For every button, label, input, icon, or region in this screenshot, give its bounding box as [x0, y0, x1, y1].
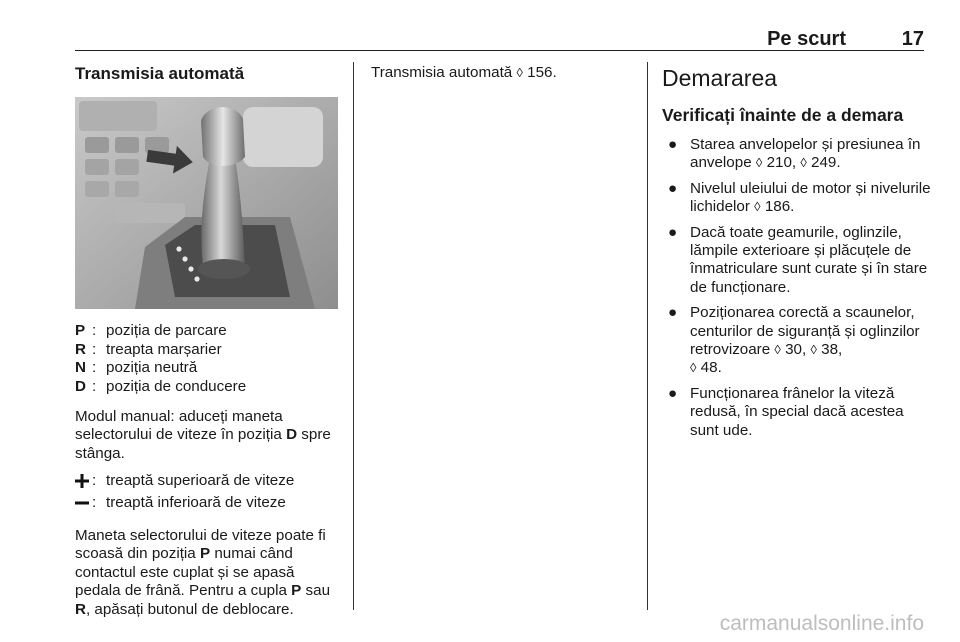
legend-separator: :	[92, 493, 97, 511]
bold-run: R	[75, 600, 86, 618]
legend-row	[75, 322, 246, 340]
page-reference-link[interactable]: 156.	[527, 64, 557, 81]
list-item-text: Funcționarea frânelor la viteză redusă, în special dacă acestea sunt ude.	[690, 384, 904, 439]
page-header	[75, 26, 924, 51]
column-right	[662, 64, 932, 447]
page-reference-link[interactable]: 210,	[766, 154, 797, 172]
reference-icon: ◊	[810, 342, 817, 358]
legend-key: R	[75, 340, 86, 358]
column-middle	[371, 64, 639, 82]
legend-separator: :	[92, 377, 97, 395]
column-divider	[647, 62, 648, 610]
section-heading: Transmisia automată	[75, 64, 245, 83]
bullet-icon: ●	[668, 304, 678, 322]
legend-text: poziția neutră	[106, 359, 198, 377]
cross-reference-line	[371, 64, 639, 82]
column-divider	[353, 62, 354, 610]
page-reference-link[interactable]: 249.	[811, 154, 841, 172]
legend-text: treaptă inferioară de viteze	[106, 493, 286, 511]
bullet-icon: ●	[668, 179, 678, 197]
page-reference-link[interactable]: 38,	[821, 341, 843, 359]
bold-run: P	[199, 545, 211, 563]
text-run: numai când contactul este cuplat și se apasă pedala de frână. Pentru a cupla	[75, 545, 295, 600]
manual-mode-legend	[75, 472, 294, 515]
list-item	[662, 304, 932, 378]
page-reference-link[interactable]: 48.	[700, 359, 722, 377]
reference-icon: ◊	[755, 155, 763, 171]
minus-icon	[75, 494, 92, 515]
legend-key: P	[75, 322, 86, 340]
page-reference-link[interactable]: 186.	[764, 198, 795, 216]
legend-separator: :	[92, 472, 97, 490]
legend-key: D	[75, 377, 86, 395]
checklist	[662, 136, 932, 440]
list-item	[662, 224, 932, 298]
text-run: spre stânga.	[75, 426, 331, 462]
bullet-icon: ●	[668, 136, 678, 153]
section-heading: Demararea	[662, 65, 778, 91]
gear-position-legend	[75, 322, 246, 396]
list-item	[662, 136, 932, 173]
text-run: Modul manual: aduceți maneta selectorului de viteze în poziția	[75, 408, 283, 444]
reference-icon: ◊	[800, 155, 807, 171]
legend-separator: :	[92, 340, 97, 358]
legend-row	[75, 494, 294, 515]
bullet-icon: ●	[668, 384, 678, 402]
legend-text: treaptă superioară de viteze	[106, 472, 295, 490]
legend-separator: :	[92, 322, 97, 340]
legend-text: poziția de parcare	[106, 322, 227, 340]
column-left	[75, 64, 343, 619]
legend-text: treapta marșarier	[106, 340, 222, 358]
manual-mode-paragraph	[75, 408, 343, 463]
reference-icon: ◊	[754, 199, 761, 215]
legend-row	[75, 378, 246, 396]
subsection-heading: Verificați înainte de a demara	[662, 105, 904, 125]
gear-selector-photo	[75, 97, 338, 309]
legend-row	[75, 341, 246, 359]
reference-icon: ◊	[516, 65, 523, 80]
legend-row	[75, 359, 246, 377]
legend-key: N	[75, 359, 86, 377]
list-item-text: Nivelul uleiului de motor și nivelurile lichidelor	[690, 179, 931, 216]
bold-run: D	[286, 426, 298, 444]
bullet-icon: ●	[668, 223, 678, 241]
text-run: sau	[305, 582, 331, 600]
text-run: , apăsați butonul de deblocare.	[85, 600, 294, 618]
list-item	[662, 385, 932, 440]
page-number: 17	[901, 28, 924, 50]
list-item	[662, 180, 932, 217]
page-reference-link[interactable]: 30,	[785, 341, 807, 359]
watermark: carmanualsonline.info	[719, 612, 924, 635]
bold-run: P	[291, 582, 302, 600]
text-run: Maneta selectorului de viteze poate fi scoasă din poziția	[75, 527, 326, 563]
selector-removal-paragraph	[75, 527, 343, 619]
legend-row	[75, 472, 294, 493]
plus-icon	[75, 472, 92, 493]
reference-icon: ◊	[774, 342, 781, 358]
reference-icon: ◊	[690, 360, 697, 376]
list-item-text: Poziționarea corectă a scaunelor, centurilor de siguranță și oglinzilor retrovizoare	[690, 304, 920, 359]
legend-text: poziția de conducere	[106, 377, 247, 395]
page-section-title: Pe scurt	[767, 28, 846, 50]
list-item-text: Starea anvelopelor și presiunea în anvelope	[690, 136, 921, 172]
list-item-text: Dacă toate geamurile, oglinzile, lămpile exterioare și plăcuțele de înmatriculare sunt curate și în stare de funcționare.	[690, 223, 928, 296]
text-run: Transmisia automată	[371, 64, 513, 81]
legend-separator: :	[92, 359, 97, 377]
